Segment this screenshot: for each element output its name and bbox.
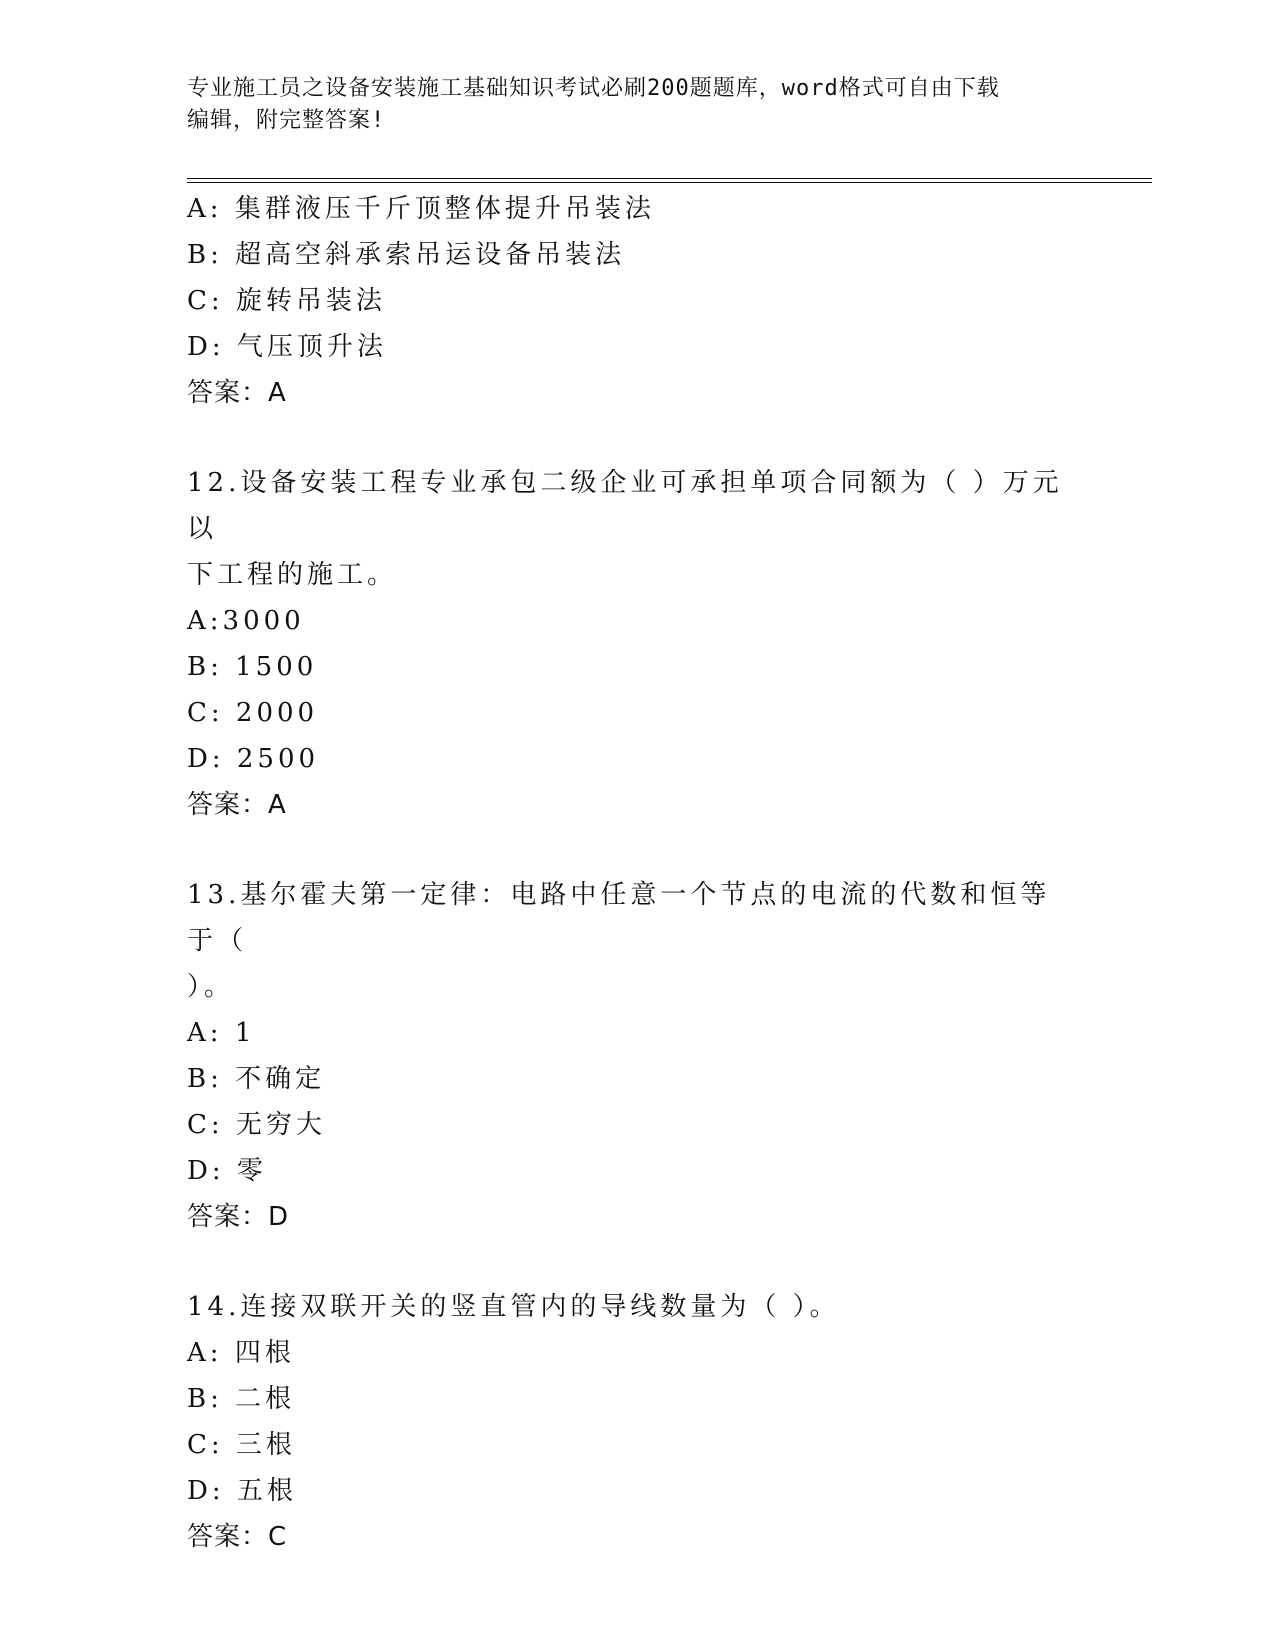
answer-label: 答案：: [187, 790, 269, 820]
question-stem: 12.设备安装工程专业承包二级企业可承担单项合同额为（ ）万元以 下工程的施工。: [187, 468, 1063, 590]
option-d: D: 2500: [187, 744, 320, 774]
option-b: B: 1500: [187, 652, 318, 682]
option-a: A: 集群液压千斤顶整体提升吊装法: [187, 194, 655, 224]
answer-value: A: [268, 790, 287, 820]
question-stem: 14.连接双联开关的竖直管内的导线数量为（ ）。: [187, 1292, 840, 1322]
answer-label: 答案：: [187, 378, 269, 408]
header-title-line-1: 专业施工员之设备安装施工基础知识考试必刷200题题库，word格式可自由下载: [187, 76, 1000, 101]
question-list: [187, 186, 1087, 1604]
option-a: A:3000: [187, 606, 305, 636]
question-12: [187, 460, 1087, 828]
option-c: C: 三根: [187, 1430, 296, 1460]
question-14: [187, 1284, 1087, 1560]
answer-value: D: [268, 1202, 290, 1232]
option-c: C: 2000: [187, 698, 319, 728]
option-d: D: 气压顶升法: [187, 332, 387, 362]
answer-value: C: [268, 1522, 288, 1552]
answer-label: 答案：: [187, 1202, 269, 1232]
option-b: B: 不确定: [187, 1064, 326, 1094]
question-13: [187, 872, 1087, 1240]
option-c: C: 无穷大: [187, 1110, 326, 1140]
header-title-line-2: 编辑，附完整答案!: [187, 108, 386, 133]
answer-label: 答案：: [187, 1522, 269, 1552]
option-d: D: 零: [187, 1156, 267, 1186]
option-d: D: 五根: [187, 1476, 297, 1506]
answer-line: [187, 782, 1087, 828]
option-a: A: 1: [187, 1018, 256, 1048]
header-divider: [187, 178, 1152, 183]
answer-value: A: [268, 378, 287, 408]
answer-line: [187, 370, 1087, 416]
option-a: A: 四根: [187, 1338, 295, 1368]
answer-line: [187, 1194, 1087, 1240]
option-c: C: 旋转吊装法: [187, 286, 386, 316]
option-b: B: 超高空斜承索吊运设备吊装法: [187, 240, 626, 270]
question-11: [187, 186, 1087, 416]
answer-line: [187, 1514, 1087, 1560]
option-b: B: 二根: [187, 1384, 296, 1414]
page-header: [187, 73, 1067, 137]
question-stem: 13.基尔霍夫第一定律：电路中任意一个节点的电流的代数和恒等于（ ）。: [187, 880, 1051, 1002]
